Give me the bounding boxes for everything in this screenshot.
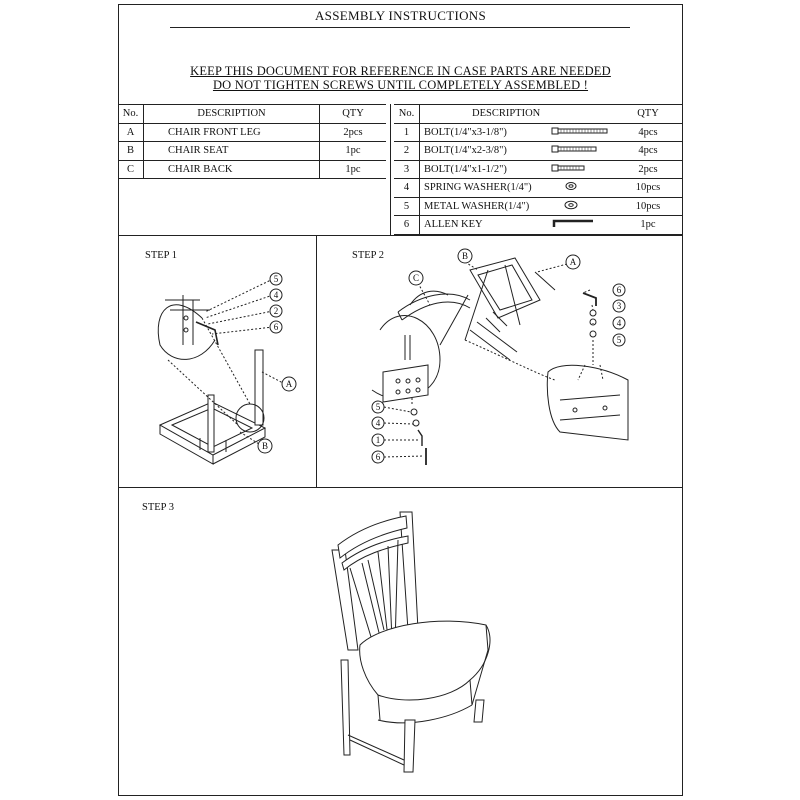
part-no: C [118,160,144,179]
step-2-label: STEP 2 [352,250,384,261]
svg-text:B: B [461,251,469,261]
svg-text:C: C [412,273,420,283]
hardware-description: SPRING WASHER(1/4") [420,179,548,198]
svg-text:6: 6 [273,322,279,332]
part-description: CHAIR BACK [144,160,320,179]
svg-text:4: 4 [616,318,622,328]
svg-text:B: B [261,441,269,451]
step-3-label: STEP 3 [142,502,174,513]
svg-text:1: 1 [375,435,381,445]
svg-text:6: 6 [616,285,622,295]
hardware-qty: 2pcs [613,160,683,179]
part-no: B [118,142,144,161]
hardware-description: BOLT(1/4"x3-1/8") [420,123,548,142]
svg-text:2: 2 [273,306,279,316]
hardware-description: METAL WASHER(1/4") [420,197,548,216]
col-header-qty: QTY [320,105,387,124]
svg-text:A: A [285,379,293,389]
warning-do-not-tighten: DO NOT TIGHTEN SCREWS UNTIL COMPLETELY ASSEMBLED ! [212,78,589,92]
step1-seat-frame-illustration [158,295,265,464]
part-qty: 2pcs [320,123,387,142]
hardware-no: 3 [394,160,420,179]
hardware-no: 2 [394,142,420,161]
step3-assembled-chair-illustration [332,512,490,772]
callout-markers [258,249,625,463]
hardware-qty: 10pcs [613,197,683,216]
step-1-label: STEP 1 [145,250,177,261]
hardware-description: BOLT(1/4"x1-1/2") [420,160,548,179]
col-header-qty: QTY [613,105,683,124]
svg-text:6: 6 [375,452,381,462]
hardware-qty: 4pcs [613,123,683,142]
hardware-description: BOLT(1/4"x2-3/8") [420,142,548,161]
col-header-description: DESCRIPTION [144,105,320,124]
hardware-qty: 4pcs [613,142,683,161]
svg-text:4: 4 [375,418,381,428]
hardware-no: 5 [394,197,420,216]
hardware-no: 6 [394,216,420,235]
warning-keep-document: KEEP THIS DOCUMENT FOR REFERENCE IN CASE PARTS ARE NEEDED [190,64,611,78]
hardware-no: 4 [394,179,420,198]
svg-text:5: 5 [616,335,622,345]
part-qty: 1pc [320,142,387,161]
svg-text:5: 5 [375,402,381,412]
svg-text:4: 4 [273,290,279,300]
part-no: A [118,123,144,142]
svg-text:A: A [569,257,577,267]
hardware-description: ALLEN KEY [420,216,548,235]
col-header-description: DESCRIPTION [420,105,548,124]
part-description: CHAIR SEAT [144,142,320,161]
hardware-qty: 10pcs [613,179,683,198]
col-header-no: No. [394,105,420,124]
part-description: CHAIR FRONT LEG [144,123,320,142]
hardware-no: 1 [394,123,420,142]
hardware-qty: 1pc [613,216,683,235]
svg-text:3: 3 [616,301,622,311]
step2-chair-illustration [372,258,628,465]
svg-text:5: 5 [273,274,279,284]
col-header-no: No. [118,105,144,124]
document-title: ASSEMBLY INSTRUCTIONS [314,8,486,23]
part-qty: 1pc [320,160,387,179]
callout-labels [262,251,622,462]
